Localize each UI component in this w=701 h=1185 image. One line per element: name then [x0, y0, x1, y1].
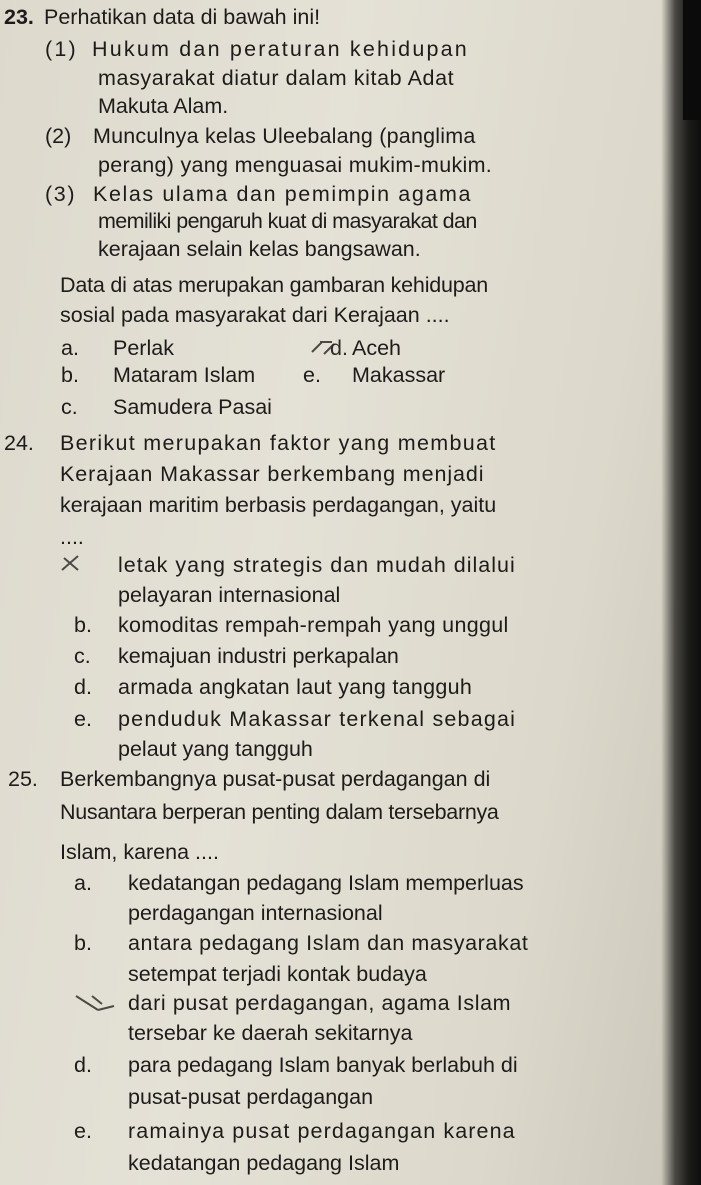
option-letter: d. — [74, 1053, 92, 1077]
question-text: Nusantara berperan penting dalam tersebarnya — [60, 800, 499, 824]
option-d-cont: pusat-pusat perdagangan — [128, 1085, 374, 1109]
option-letter: c. — [61, 395, 78, 419]
option-e-cont: pelaut yang tangguh — [118, 737, 313, 761]
data-item-line: kerajaan selain kelas bangsawan. — [98, 237, 421, 261]
question-text: Data di atas merupakan gambaran kehidupan — [60, 273, 489, 297]
option-letter: e. — [74, 707, 92, 731]
data-item-line: Kelas ulama dan pemimpin agama — [93, 182, 473, 206]
answer-cross-mark — [72, 990, 118, 1018]
option-d: Aceh — [352, 336, 402, 360]
data-item-line: Hukum dan peraturan kehidupan — [92, 37, 469, 61]
option-c: kemajuan industri perkapalan — [118, 644, 399, 668]
option-letter: d. — [330, 336, 348, 360]
option-d: para pedagang Islam banyak berlabuh di — [128, 1053, 518, 1077]
option-e: ramainya pusat perdagangan karena — [128, 1119, 516, 1143]
page-edge-dark — [683, 0, 701, 120]
question-text: kerajaan maritim berbasis perdagangan, yaitu — [60, 493, 497, 517]
option-letter: b. — [61, 363, 79, 387]
answer-cross-mark — [58, 552, 88, 576]
option-a: letak yang strategis dan mudah dilalui — [118, 553, 516, 577]
option-c: Samudera Pasai — [113, 395, 272, 419]
option-e-cont: kedatangan pedagang Islam — [128, 1151, 400, 1175]
option-c: dari pusat perdagangan, agama Islam — [128, 991, 512, 1015]
option-a: Perlak — [113, 336, 174, 360]
option-a-cont: perdagangan internasional — [128, 901, 383, 925]
data-item-line: Munculnya kelas Uleebalang (panglima — [93, 124, 476, 148]
option-c-cont: tersebar ke daerah sekitarnya — [128, 1021, 413, 1045]
data-item-number: (2) — [45, 124, 72, 148]
data-item-line: memiliki pengaruh kuat di masyarakat dan — [98, 209, 477, 233]
question-text: Islam, karena .... — [60, 840, 219, 864]
option-letter: d. — [74, 675, 92, 699]
data-item-line: Makuta Alam. — [98, 94, 229, 118]
option-b-cont: setempat terjadi kontak budaya — [128, 962, 427, 986]
data-item-line: perang) yang menguasai mukim-mukim. — [98, 153, 493, 177]
option-e: penduduk Makassar terkenal sebagai — [118, 707, 517, 731]
option-letter: a. — [61, 336, 79, 360]
option-b: antara pedagang Islam dan masyarakat — [128, 931, 529, 955]
option-a: kedatangan pedagang Islam memperluas — [128, 871, 524, 895]
question-text: Berkembangnya pusat-pusat perdagangan di — [60, 767, 491, 791]
question-number: 23. — [4, 5, 34, 29]
data-item-line: masyarakat diatur dalam kitab Adat — [98, 66, 455, 90]
question-stem: Perhatikan data di bawah ini! — [44, 5, 321, 29]
option-letter: e. — [74, 1119, 92, 1143]
option-letter: b. — [74, 613, 92, 637]
option-b: Mataram Islam — [113, 363, 256, 387]
option-letter: e. — [303, 363, 321, 387]
question-text: Kerajaan Makassar berkembang menjadi — [60, 462, 485, 486]
option-letter: b. — [74, 931, 92, 955]
question-text: sosial pada masyarakat dari Kerajaan .... — [60, 303, 450, 327]
option-a-cont: pelayaran internasional — [118, 583, 341, 607]
question-number: 24. — [4, 431, 34, 455]
question-text: Berikut merupakan faktor yang membuat — [60, 431, 497, 455]
question-text: .... — [60, 525, 84, 549]
data-item-number: (3) — [45, 182, 77, 206]
option-letter: a. — [74, 871, 92, 895]
data-item-number: (1) — [45, 37, 78, 61]
question-number: 25. — [8, 767, 38, 791]
option-d: armada angkatan laut yang tangguh — [118, 675, 473, 699]
option-letter: c. — [74, 644, 91, 668]
option-b: komoditas rempah-rempah yang unggul — [118, 613, 509, 637]
option-e: Makassar — [352, 363, 446, 387]
